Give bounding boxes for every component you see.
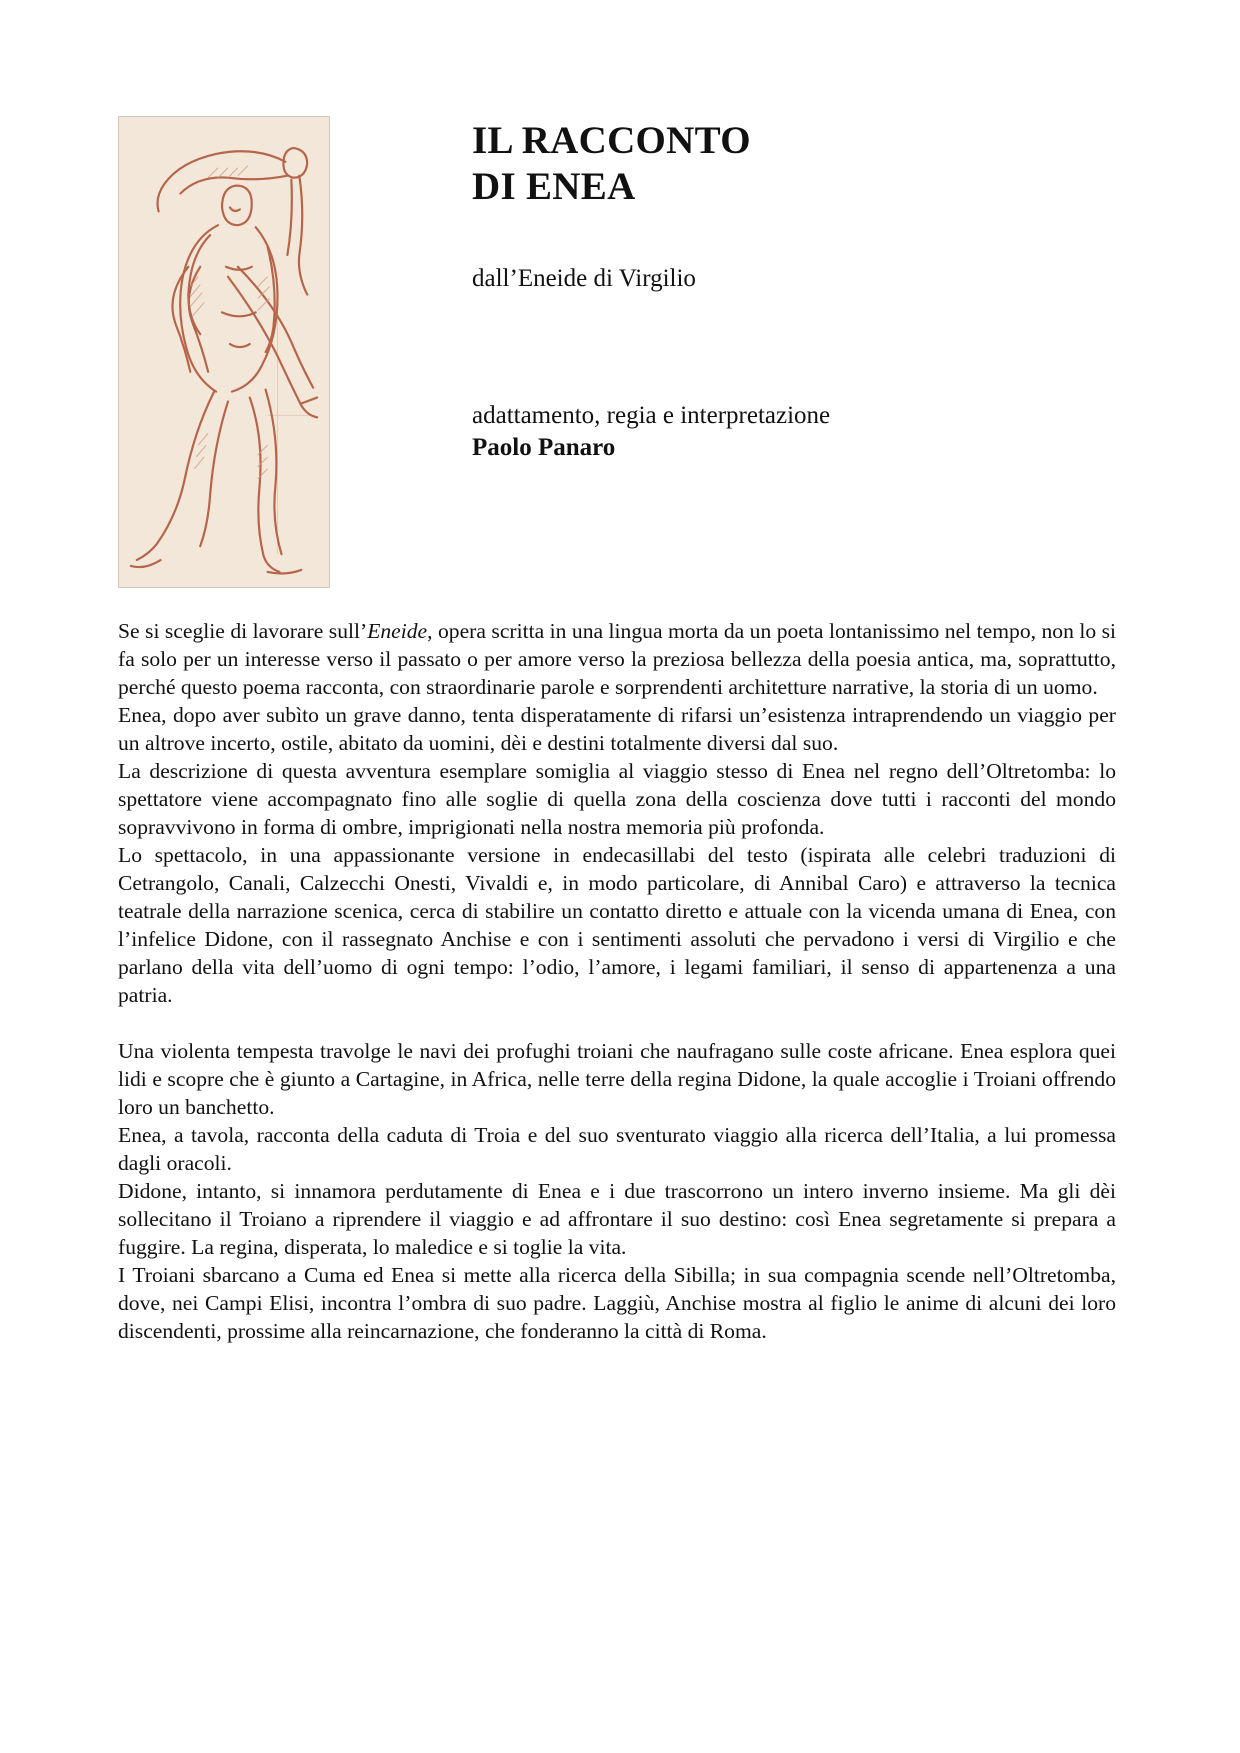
paragraph-1-before: Se si sceglie di lavorare sull’ (118, 619, 368, 643)
paragraph-1 (118, 617, 1116, 701)
paragraph-3: La descrizione di questa avventura esemplare somiglia al viaggio stesso di Enea nel regno dell’Oltretomba: lo spettatore viene accompagnato fino alle soglie di quella zona della coscienza dove tutti i racconti del mondo sopravvivono in forma di ombre, imprigionati nella nostra memoria più profonda. (118, 759, 1116, 839)
title-line-1: IL RACCONTO (472, 119, 751, 162)
paragraph-7: Didone, intanto, si innamora perdutamente di Enea e i due trascorrono un intero inverno insieme. Ma gli dèi sollecitano il Troiano a riprendere il viaggio e ad affrontare il suo destino: così Enea segretamente si prepara a fuggire. La regina, disperata, lo maledice e si toglie la vita. (118, 1179, 1116, 1259)
body-text (118, 617, 1116, 1345)
page-title (472, 118, 751, 210)
paragraph-4: Lo spettacolo, in una appassionante versione in endecasillabi del testo (ispirata alle celebri traduzioni di Cetrangolo, Canali, Calzecchi Onesti, Vivaldi e, in modo particolare, di Annibal Caro) e attraverso la tecnica teatrale della narrazione scenica, cerca di stabilire un contatto diretto e attuale con la vicenda umana di Enea, con l’infelice Didone, con il rassegnato Anchise e con i sentimenti assoluti che pervadono i versi di Virgilio e che parlano della vita dell’uomo di ogni tempo: l’odio, l’amore, i legami familiari, il senso di appartenenza a una patria. (118, 843, 1116, 1007)
red-chalk-figure-drawing (118, 116, 330, 588)
paragraph-8: I Troiani sbarcano a Cuma ed Enea si mette alla ricerca della Sibilla; in sua compagnia scende nell’Oltretomba, dove, nei Campi Elisi, incontra l’ombra di suo padre. Laggiù, Anchise mostra al figlio le anime di alcuni dei loro discendenti, prossime alla reincarnazione, che fonderanno la città di Roma. (118, 1263, 1116, 1343)
title-line-2: DI ENEA (472, 165, 636, 208)
author-name: Paolo Panaro (472, 434, 616, 461)
paragraph-1-italic-title: Eneide (367, 619, 428, 643)
credits-label: adattamento, regia e interpretazione (472, 402, 831, 429)
paragraph-2: Enea, dopo aver subìto un grave danno, tenta disperatamente di rifarsi un’esistenza intraprendendo un viaggio per un altrove incerto, ostile, abitato da uomini, dèi e destini totalmente diversi dal suo. (118, 703, 1116, 755)
paragraph-6: Enea, a tavola, racconta della caduta di Troia e del suo sventurato viaggio alla ricerca dell’Italia, a lui promessa dagli oracoli. (118, 1123, 1116, 1175)
subtitle: dall’Eneide di Virgilio (472, 265, 696, 292)
paragraph-5: Una violenta tempesta travolge le navi dei profughi troiani che naufragano sulle coste africane. Enea esplora quei lidi e scopre che è giunto a Cartagine, in Africa, nelle terre della regina Didone, la quale accoglie i Troiani offrendo loro un banchetto. (118, 1039, 1116, 1119)
paragraph-1-after: , opera scritta in una lingua morta da un poeta lontanissimo nel tempo, non lo si fa solo per un interesse verso il passato o per amore verso la preziosa bellezza della poesia antica, ma, soprattutto, perché questo poema racconta, con straordinarie parole e sorprendenti architetture narrative, la storia di un uomo. (118, 619, 1116, 699)
